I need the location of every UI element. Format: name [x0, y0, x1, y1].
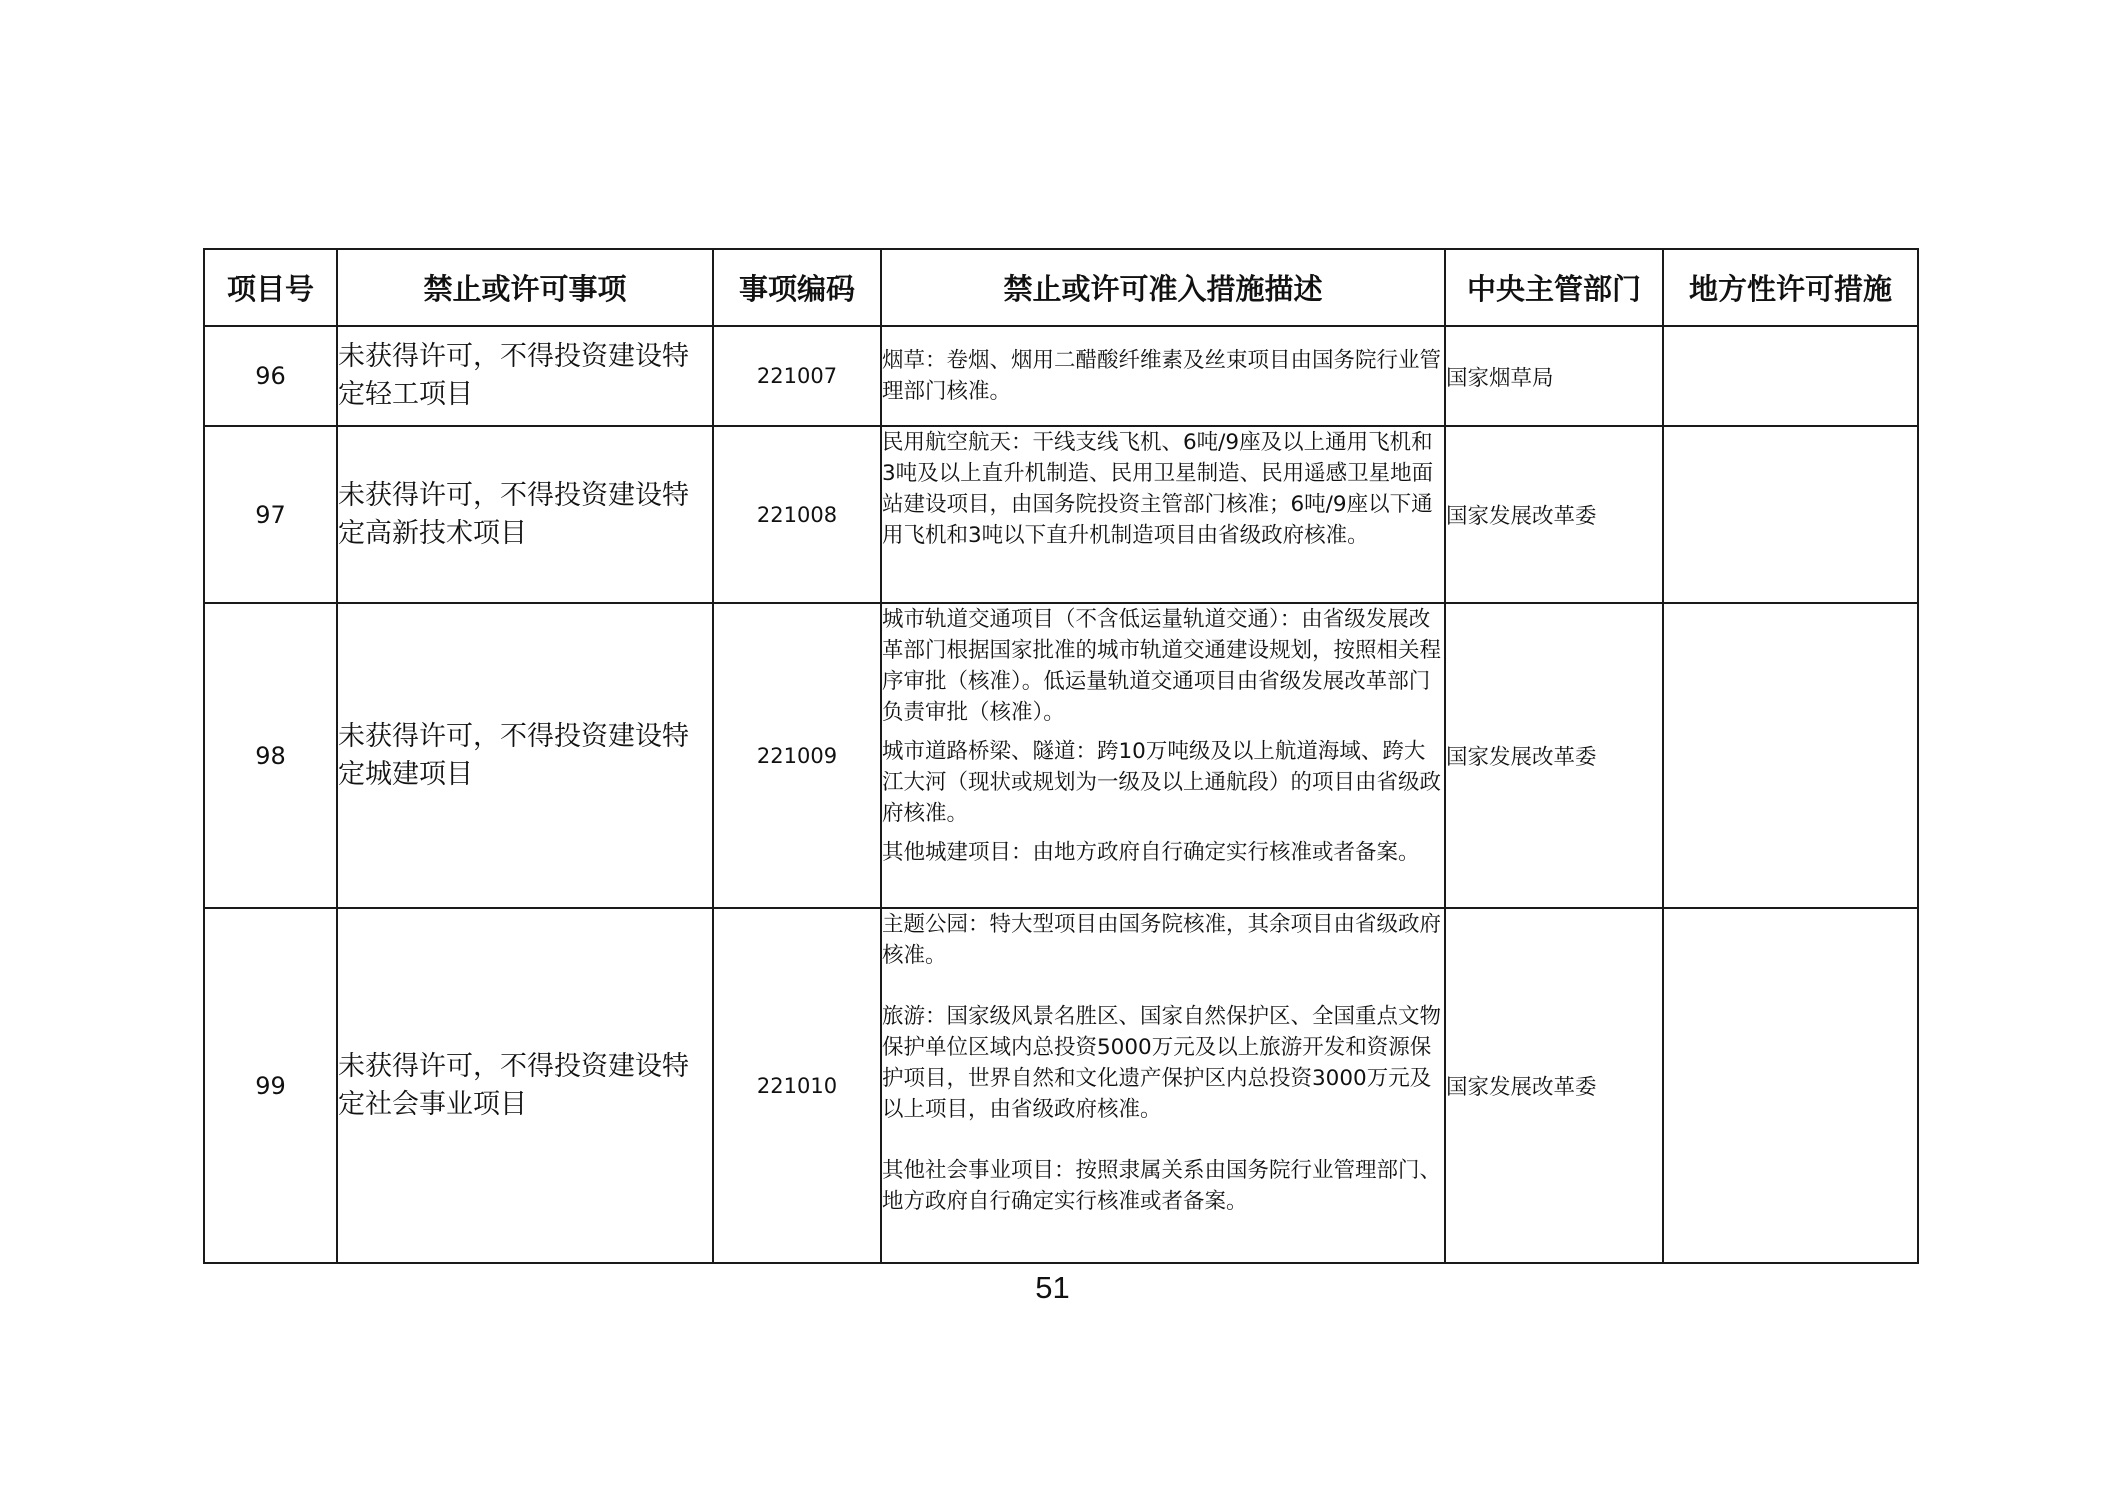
permit-item: 未获得许可，不得投资建设特定轻工项目 — [337, 326, 713, 426]
description-paragraph: 烟草：卷烟、烟用二醋酸纤维素及丝束项目由国务院行业管理部门核准。 — [882, 348, 1442, 404]
measure-description — [881, 603, 1445, 908]
project-no: 99 — [204, 908, 337, 1263]
header-local-measures: 地方性许可措施 — [1663, 249, 1918, 326]
local-measures — [1663, 603, 1918, 908]
item-code: 221010 — [713, 908, 881, 1263]
local-measures — [1663, 326, 1918, 426]
table-row — [204, 426, 1918, 603]
description-paragraph: 城市道路桥梁、隧道：跨10万吨级及以上航道海域、跨大江大河（现状或规划为一级及以上通航段）的项目由省级政府核准。 — [882, 739, 1442, 826]
permit-table — [203, 248, 1919, 1264]
description-paragraph: 其他社会事业项目：按照隶属关系由国务院行业管理部门、地方政府自行确定实行核准或者备案。 — [882, 1158, 1442, 1214]
header-item-code: 事项编码 — [713, 249, 881, 326]
measure-description — [881, 326, 1445, 426]
description-paragraph: 旅游：国家级风景名胜区、国家自然保护区、全国重点文物保护单位区域内总投资5000万元及以上旅游开发和资源保护项目，世界自然和文化遗产保护区内总投资3000万元及以上项目，由省级政府核准。 — [882, 1004, 1442, 1122]
project-no: 98 — [204, 603, 337, 908]
local-measures — [1663, 426, 1918, 603]
description-paragraph: 其他城建项目：由地方政府自行确定实行核准或者备案。 — [882, 840, 1420, 865]
description-paragraph: 主题公园：特大型项目由国务院核准，其余项目由省级政府核准。 — [882, 912, 1442, 968]
item-code: 221007 — [713, 326, 881, 426]
header-central-department: 中央主管部门 — [1445, 249, 1663, 326]
measure-description — [881, 908, 1445, 1263]
table-row — [204, 908, 1918, 1263]
description-paragraph: 民用航空航天：干线支线飞机、6吨/9座及以上通用飞机和3吨及以上直升机制造、民用卫星制造、民用遥感卫星地面站建设项目，由国务院投资主管部门核准；6吨/9座以下通用飞机和3吨以下直升机制造项目由省级政府核准。 — [882, 430, 1434, 548]
item-code: 221009 — [713, 603, 881, 908]
measure-description — [881, 426, 1445, 603]
description-paragraph: 城市轨道交通项目（不含低运量轨道交通）：由省级发展改革部门根据国家批准的城市轨道交通建设规划，按照相关程序审批（核准）。低运量轨道交通项目由省级发展改革部门负责审批（核准）。 — [882, 607, 1442, 725]
permit-item: 未获得许可，不得投资建设特定高新技术项目 — [337, 426, 713, 603]
central-department: 国家发展改革委 — [1445, 426, 1663, 603]
project-no: 97 — [204, 426, 337, 603]
table-row — [204, 603, 1918, 908]
header-project-no: 项目号 — [204, 249, 337, 326]
page-number: 51 — [1035, 1270, 1070, 1305]
central-department: 国家发展改革委 — [1445, 603, 1663, 908]
table-row — [204, 326, 1918, 426]
header-permit-item: 禁止或许可事项 — [337, 249, 713, 326]
header-measure-description: 禁止或许可准入措施描述 — [881, 249, 1445, 326]
central-department: 国家发展改革委 — [1445, 908, 1663, 1263]
project-no: 96 — [204, 326, 337, 426]
permit-item: 未获得许可，不得投资建设特定城建项目 — [337, 603, 713, 908]
table-header-row — [204, 249, 1918, 326]
central-department: 国家烟草局 — [1445, 326, 1663, 426]
permit-item: 未获得许可，不得投资建设特定社会事业项目 — [337, 908, 713, 1263]
local-measures — [1663, 908, 1918, 1263]
item-code: 221008 — [713, 426, 881, 603]
